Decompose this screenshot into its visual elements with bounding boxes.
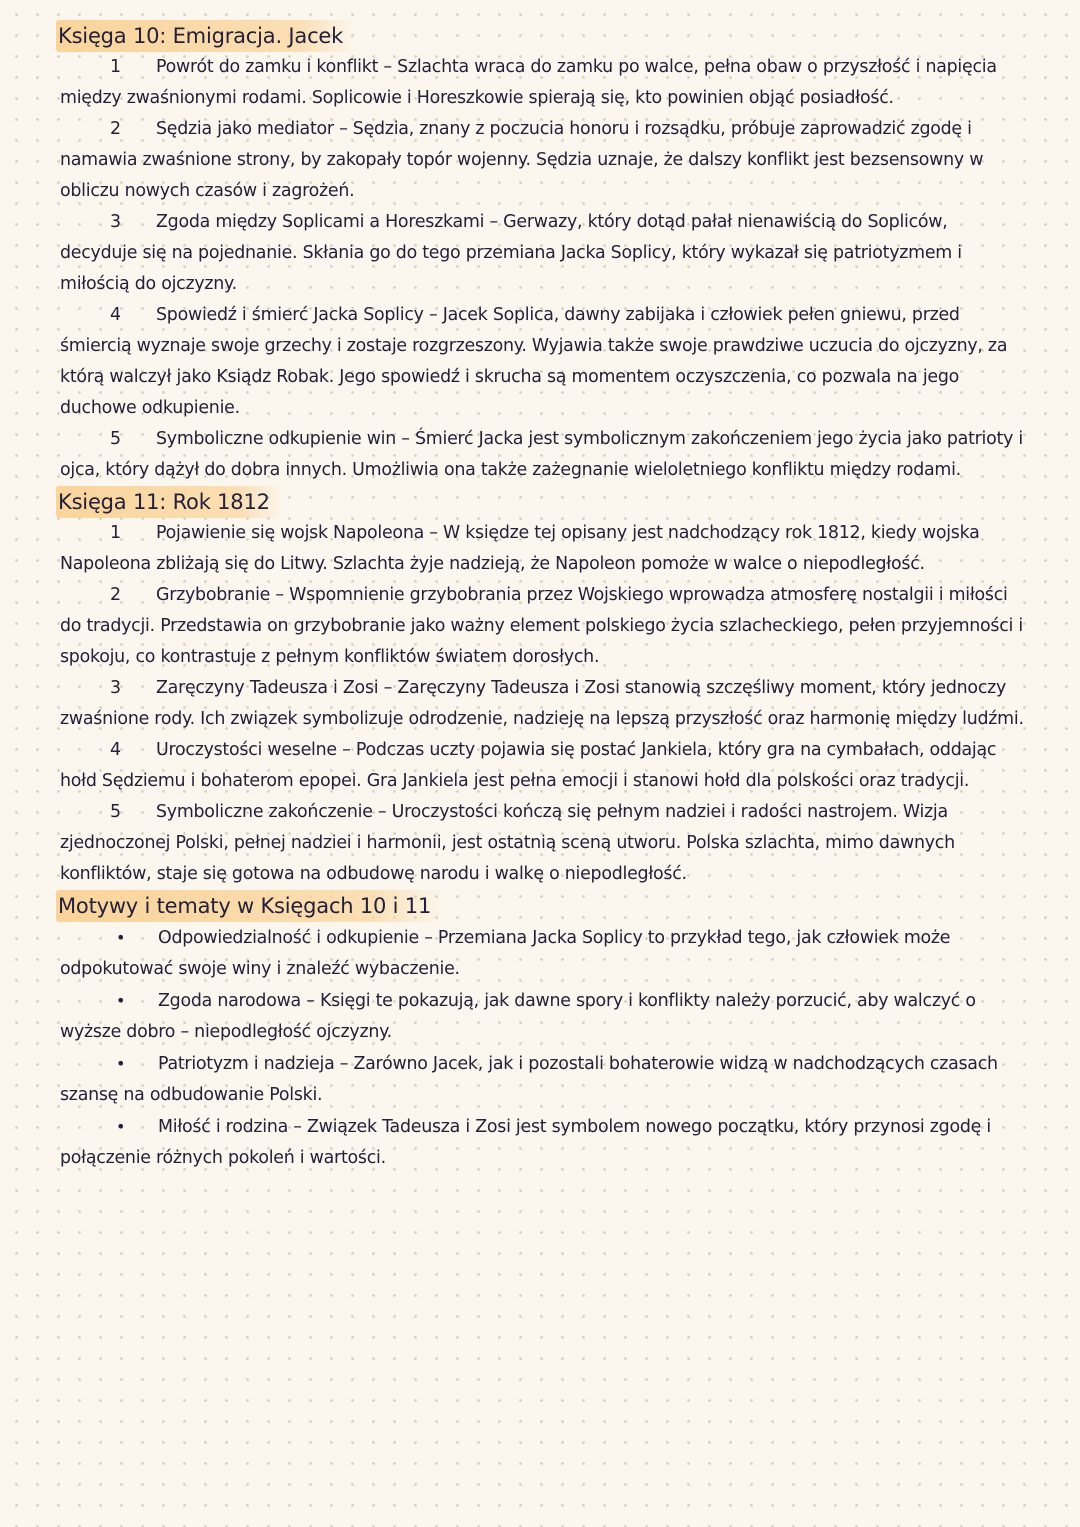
item-number: 2 bbox=[110, 119, 121, 139]
item-text: Patriotyzm i nadzieja – Zarówno Jacek, jak i pozostali bohaterowie widzą w nadchodzących czasach szansę na odbudowanie Polski. bbox=[60, 1054, 998, 1105]
item-text: Pojawienie się wojsk Napoleona – W księdze tej opisany jest nadchodzący rok 1812, kiedy wojska Napoleona zbliżają się do Litwy. Szlachta żyje nadzieją, że Napoleon pomoże w walce o niepodległość. bbox=[60, 523, 980, 574]
bullet-item bbox=[60, 1111, 1030, 1174]
bullet-item bbox=[60, 922, 1030, 985]
item-text: Symboliczne odkupienie win – Śmierć Jacka jest symbolicznym zakończeniem jego życia jako patrioty i ojca, który dążył do dobra innych. Umożliwia ona także zażegnanie wieloletniego konfliktu między rodami. bbox=[60, 429, 1023, 480]
bullet-item bbox=[60, 1048, 1030, 1111]
item-number: 3 bbox=[110, 212, 121, 232]
item-number: 4 bbox=[110, 305, 121, 325]
item-text: Symboliczne zakończenie – Uroczystości kończą się pełnym nadziei i radości nastrojem. Wizja zjednoczonej Polski, pełnej nadziei i harmonii, jest ostatnią sceną utworu. Polska szlachta, mimo dawnych konfliktów, staje się gotowa na odbudowę narodu i walkę o niepodległość. bbox=[60, 802, 955, 884]
item-number: 4 bbox=[110, 740, 121, 760]
list-item bbox=[60, 580, 1030, 673]
item-text: Zgoda narodowa – Księgi te pokazują, jak dawne spory i konflikty należy porzucić, aby walczyć o wyższe dobro – niepodległość ojczyzny. bbox=[60, 991, 976, 1042]
bullet-icon: • bbox=[116, 991, 126, 1010]
item-text: Grzybobranie – Wspomnienie grzybobrania przez Wojskiego wprowadza atmosferę nostalgii i miłości do tradycji. Przedstawia on grzybobranie jako ważny element polskiego życia szlacheckiego, pełen przyjemności i spokoju, co kontrastuje z pełnym konfliktów światem dorosłych. bbox=[60, 585, 1023, 667]
section-heading: Motywy i tematy w Księgach 10 i 11 bbox=[56, 890, 445, 922]
item-text: Powrót do zamku i konflikt – Szlachta wraca do zamku po walce, pełna obaw o przyszłość i napięcia między zwaśnionymi rodami. Soplicowie i Horeszkowie spierają się, kto powinien objąć posiadłość. bbox=[60, 57, 997, 108]
list-item bbox=[60, 797, 1030, 890]
list-item bbox=[60, 424, 1030, 486]
item-text: Spowiedź i śmierć Jacka Soplicy – Jacek Soplica, dawny zabijaka i człowiek pełen gniewu, przed śmiercią wyznaje swoje grzechy i zostaje rozgrzeszony. Wyjawia także swoje prawdziwe uczucia do ojczyzny, za którą walczył jako Ksiądz Robak. Jego spowiedź i skrucha są momentem oczyszczenia, co pozwala na jego duchowe odkupienie. bbox=[60, 305, 1008, 418]
item-number: 5 bbox=[110, 429, 121, 449]
item-number: 1 bbox=[110, 523, 121, 543]
list-item bbox=[60, 114, 1030, 207]
bullet-icon: • bbox=[116, 1054, 126, 1073]
item-number: 1 bbox=[110, 57, 121, 77]
bullet-item bbox=[60, 985, 1030, 1048]
list-item bbox=[60, 207, 1030, 300]
item-text: Zgoda między Soplicami a Horeszkami – Gerwazy, który dotąd pałał nienawiścią do Sopliców, decyduje się na pojednanie. Skłania go do tego przemiana Jacka Soplicy, który wykazał się patriotyzmem i miłością do ojczyzny. bbox=[60, 212, 962, 294]
section-book-11 bbox=[60, 486, 1030, 890]
list-item bbox=[60, 673, 1030, 735]
section-heading: Księga 11: Rok 1812 bbox=[56, 486, 284, 518]
list-item bbox=[60, 300, 1030, 424]
item-number: 5 bbox=[110, 802, 121, 822]
section-book-10 bbox=[60, 20, 1030, 486]
item-text: Odpowiedzialność i odkupienie – Przemiana Jacka Soplicy to przykład tego, jak człowiek może odpokutować swoje winy i znaleźć wybaczenie. bbox=[60, 928, 951, 979]
item-text: Uroczystości weselne – Podczas uczty pojawia się postać Jankiela, który gra na cymbałach, oddając hołd Sędziemu i bohaterom epopei. Gra Jankiela jest pełna emocji i stanowi hołd dla polskości oraz tradycji. bbox=[60, 740, 997, 791]
list-item bbox=[60, 52, 1030, 114]
section-heading: Księga 10: Emigracja. Jacek bbox=[56, 20, 357, 52]
item-number: 2 bbox=[110, 585, 121, 605]
item-text: Zaręczyny Tadeusza i Zosi – Zaręczyny Tadeusza i Zosi stanowią szczęśliwy moment, który jednoczy zwaśnione rody. Ich związek symbolizuje odrodzenie, nadzieję na lepszą przyszłość oraz harmonię między ludźmi. bbox=[60, 678, 1024, 729]
bullet-icon: • bbox=[116, 928, 126, 947]
item-text: Sędzia jako mediator – Sędzia, znany z poczucia honoru i rozsądku, próbuje zaprowadzić zgodę i namawia zwaśnione strony, by zakopały topór wojenny. Sędzia uznaje, że dalszy konflikt jest bezsensowny w obliczu nowych czasów i zagrożeń. bbox=[60, 119, 984, 201]
bullet-icon: • bbox=[116, 1117, 126, 1136]
section-motifs bbox=[60, 890, 1030, 1174]
list-item bbox=[60, 735, 1030, 797]
item-text: Miłość i rodzina – Związek Tadeusza i Zosi jest symbolem nowego początku, który przynosi zgodę i połączenie różnych pokoleń i wartości. bbox=[60, 1117, 991, 1168]
list-item bbox=[60, 518, 1030, 580]
item-number: 3 bbox=[110, 678, 121, 698]
